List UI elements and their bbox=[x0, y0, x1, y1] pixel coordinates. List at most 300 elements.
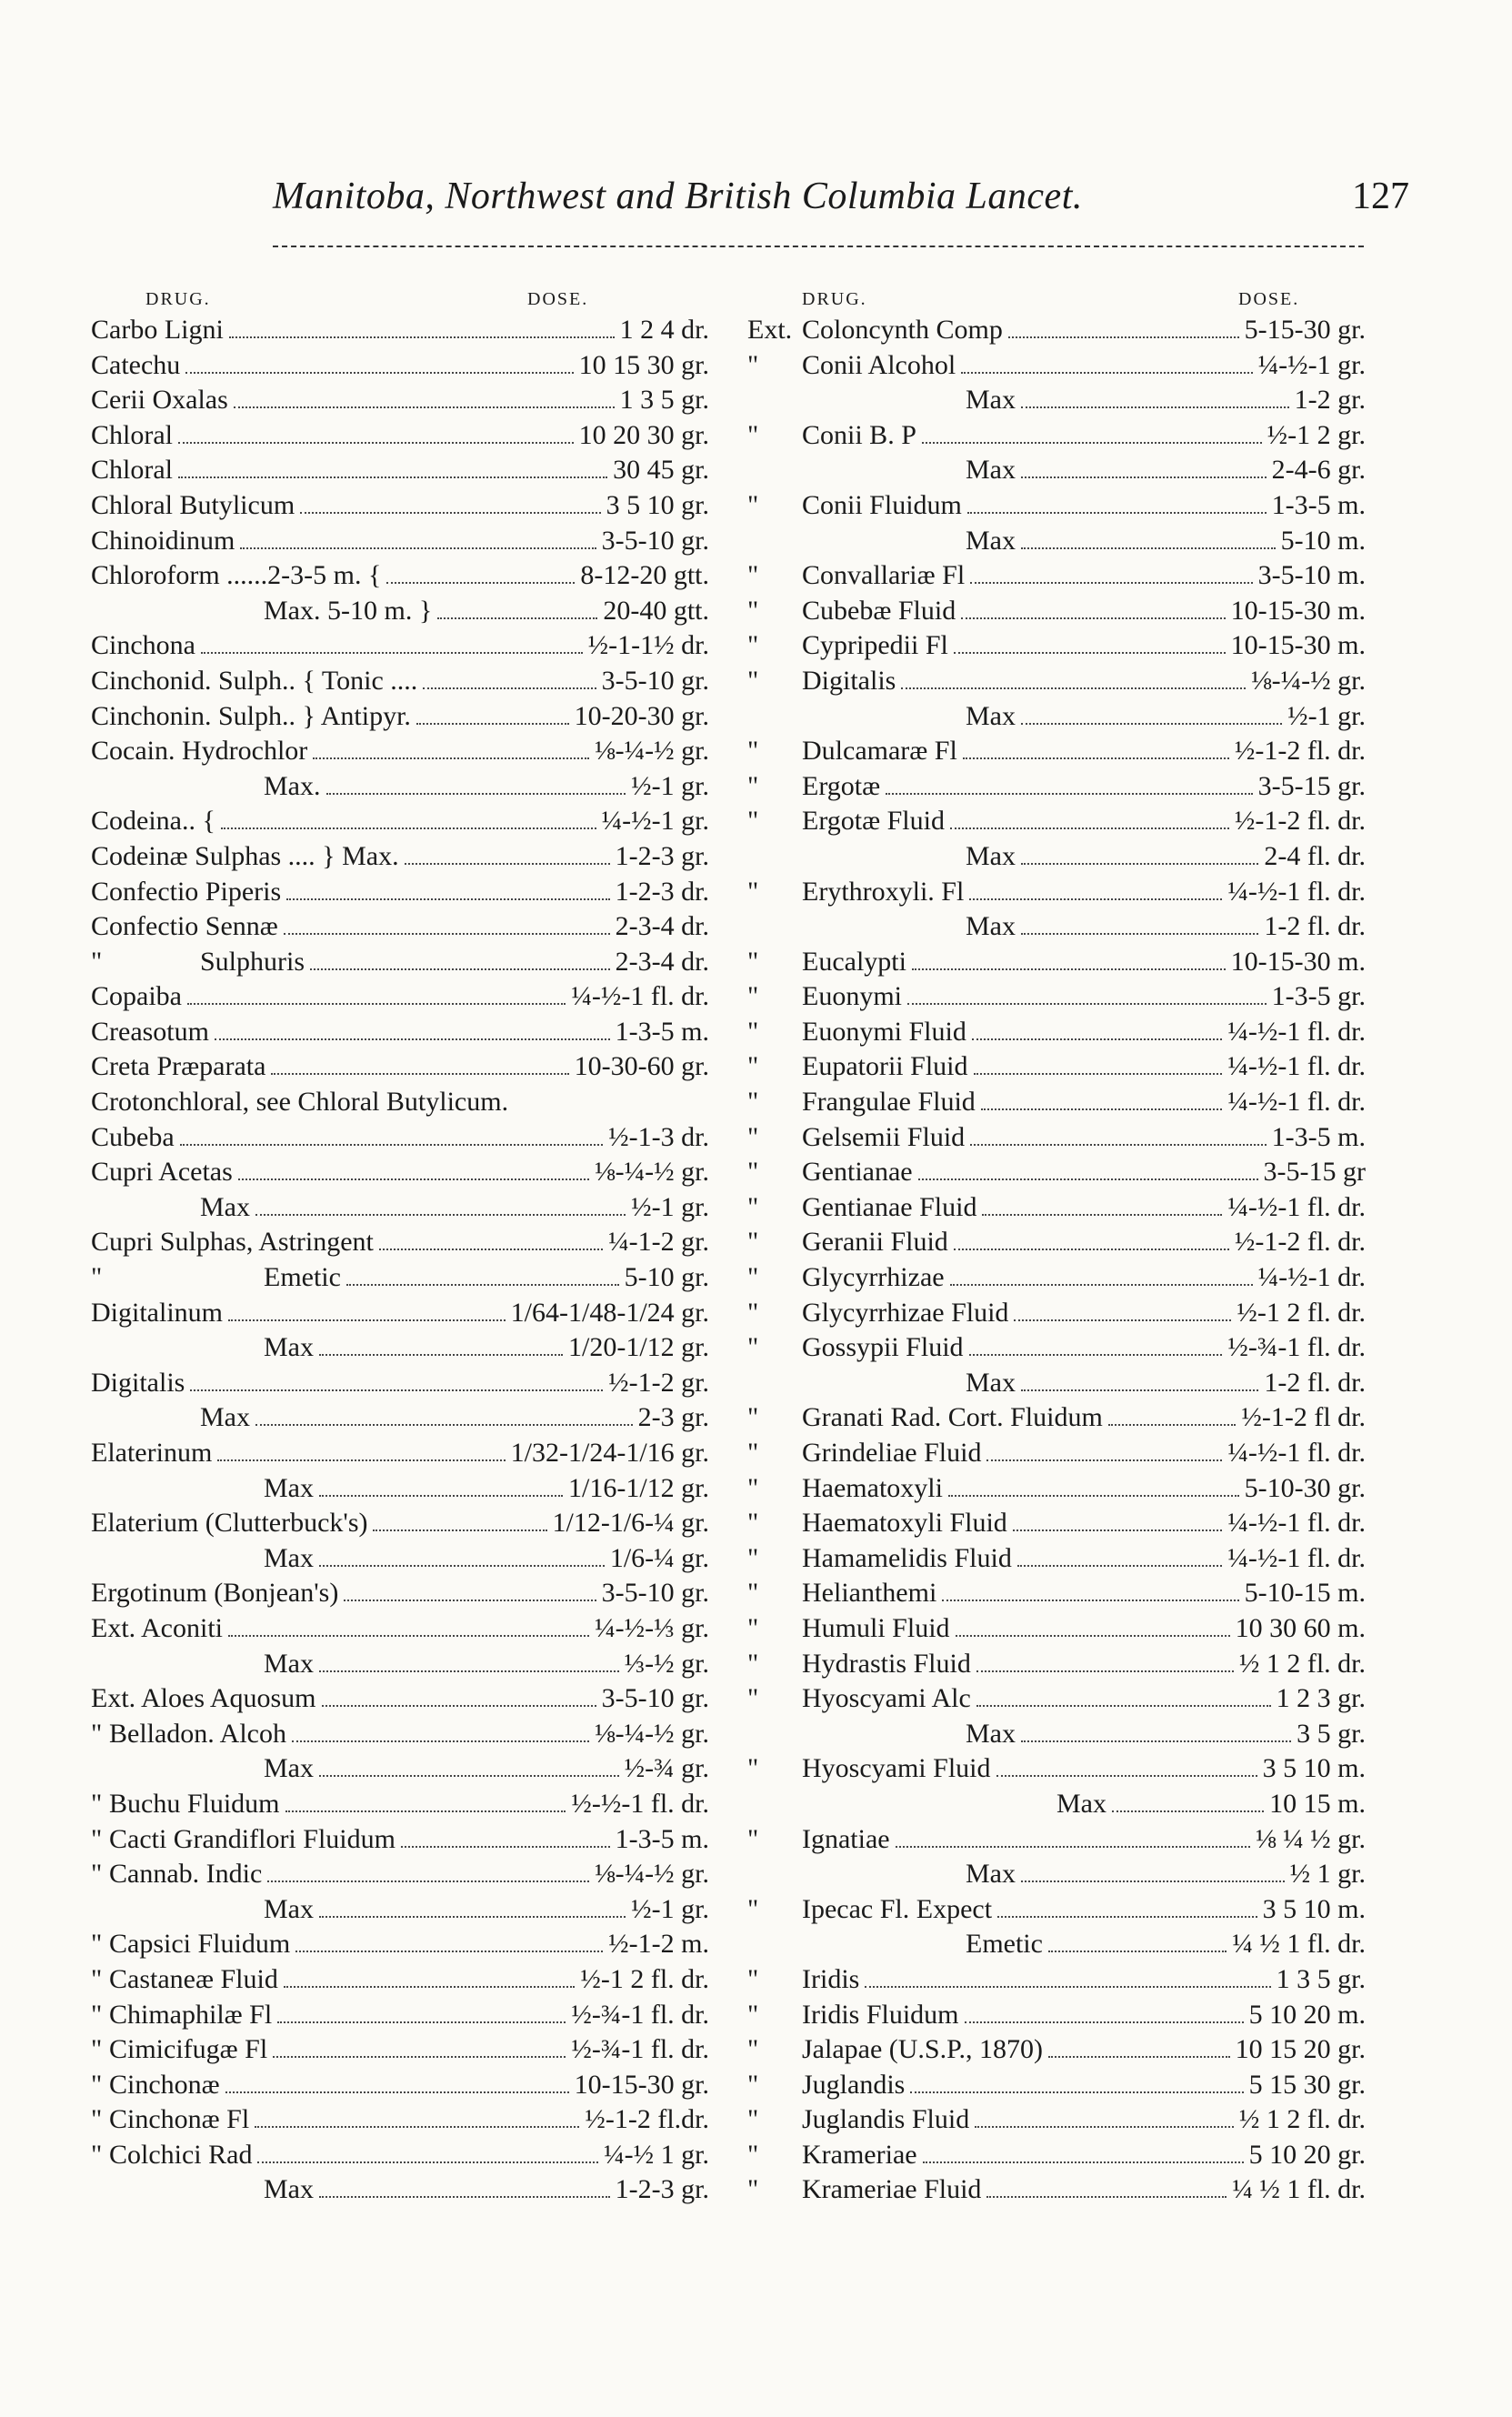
dose-column-label: DOSE. bbox=[527, 289, 589, 309]
drug-name: Hyoscyami Fluid bbox=[802, 1753, 991, 1784]
dose-value: 10-30-60 gr. bbox=[574, 1051, 709, 1082]
drug-name: Ignatiae bbox=[802, 1823, 890, 1854]
ditto-mark: " bbox=[747, 806, 759, 837]
table-row bbox=[91, 1190, 709, 1226]
table-row bbox=[747, 1751, 1366, 1787]
drug-name: Chimaphilæ Fl bbox=[109, 1999, 273, 2030]
dose-value: 1 2 4 dr. bbox=[619, 315, 709, 345]
leader-dots bbox=[295, 1951, 603, 1952]
table-row bbox=[91, 1611, 709, 1647]
leader-dots bbox=[187, 1003, 566, 1005]
leader-dots bbox=[1021, 1389, 1258, 1391]
leader-dots bbox=[1021, 476, 1267, 478]
leader-dots bbox=[401, 1846, 610, 1848]
table-row bbox=[747, 1330, 1366, 1366]
table-row bbox=[747, 2068, 1366, 2103]
leader-dots bbox=[217, 1459, 505, 1461]
dose-value: ½ 1 gr. bbox=[1289, 1859, 1366, 1890]
dose-value: 1-2-3 gr. bbox=[615, 2174, 709, 2205]
dose-value: 5 10 20 m. bbox=[1248, 1999, 1366, 2030]
leader-dots bbox=[981, 1108, 1223, 1110]
drug-name: Max bbox=[966, 840, 1016, 871]
dose-value: ½-1-2 fl dr. bbox=[1241, 1402, 1366, 1433]
drug-name: Max bbox=[966, 911, 1016, 942]
drug-name: Max bbox=[264, 1542, 314, 1573]
ditto-mark: " bbox=[747, 665, 759, 696]
table-row bbox=[747, 699, 1366, 735]
leader-dots bbox=[972, 1038, 1223, 1040]
table-row bbox=[747, 1015, 1366, 1050]
leader-dots bbox=[255, 1214, 626, 1216]
page-header bbox=[273, 175, 1409, 229]
ditto-mark: " bbox=[747, 1999, 759, 2030]
table-row bbox=[91, 418, 709, 454]
leader-dots bbox=[255, 2126, 579, 2128]
leader-dots bbox=[956, 1635, 1230, 1637]
table-row bbox=[91, 1892, 709, 1928]
leader-dots bbox=[185, 372, 573, 374]
leader-dots bbox=[257, 2161, 598, 2163]
dose-value: 1-3-5 m. bbox=[615, 1016, 709, 1047]
drug-name: Granati Rad. Cort. Fluidum bbox=[802, 1402, 1103, 1433]
ditto-mark: " bbox=[91, 2139, 103, 2170]
table-row bbox=[91, 1787, 709, 1822]
dose-value: 2-4 fl. dr. bbox=[1264, 840, 1366, 871]
leader-dots bbox=[286, 898, 610, 900]
table-row bbox=[747, 1611, 1366, 1647]
ditto-mark: " bbox=[747, 1332, 759, 1363]
leader-dots bbox=[1108, 1424, 1237, 1426]
drug-name: Max. bbox=[264, 770, 321, 801]
table-row bbox=[747, 1225, 1366, 1260]
dose-value: ½-1 gr. bbox=[1287, 700, 1366, 731]
leader-dots bbox=[277, 2021, 566, 2023]
drug-name: Max bbox=[966, 525, 1016, 556]
drug-name: Ext. Aloes Aquosum bbox=[91, 1683, 316, 1714]
table-row bbox=[747, 383, 1366, 418]
leader-dots bbox=[1021, 863, 1258, 865]
drug-name: Euonymi bbox=[802, 981, 902, 1012]
dose-value: ¼-½-1 fl. dr. bbox=[1227, 1191, 1366, 1222]
dose-value: 10 30 60 m. bbox=[1235, 1612, 1366, 1643]
dose-value: 1 3 5 gr. bbox=[1276, 1963, 1366, 1994]
ditto-mark: " bbox=[747, 1578, 759, 1609]
dose-value: ¼-½-1 fl. dr. bbox=[1227, 1087, 1366, 1118]
dose-value: 10-15-30 m. bbox=[1230, 595, 1366, 626]
drug-name: Max bbox=[966, 1367, 1016, 1398]
dose-value: ½-1 gr. bbox=[631, 770, 709, 801]
table-row bbox=[747, 1366, 1366, 1401]
table-row bbox=[91, 1998, 709, 2033]
drug-name: Codeina.. { bbox=[91, 806, 215, 837]
leader-dots bbox=[996, 1775, 1257, 1777]
ditto-mark: " bbox=[91, 2034, 103, 2065]
leader-dots bbox=[319, 1670, 619, 1672]
table-row bbox=[91, 2102, 709, 2138]
leader-dots bbox=[437, 617, 597, 619]
leader-dots bbox=[950, 827, 1229, 829]
table-row bbox=[91, 1400, 709, 1436]
leader-dots bbox=[976, 1705, 1271, 1707]
dose-value: ½-¾ gr. bbox=[624, 1753, 709, 1784]
drug-name: Max bbox=[966, 700, 1016, 731]
drug-name: Cacti Grandiflori Fluidum bbox=[109, 1823, 396, 1854]
dose-value: ½-1 2 gr. bbox=[1267, 419, 1366, 450]
dose-value: 1-3-5 gr. bbox=[1271, 981, 1366, 1012]
leader-dots bbox=[970, 1144, 1267, 1146]
drug-name: Digitalis bbox=[91, 1367, 185, 1398]
ditto-mark: " bbox=[747, 2034, 759, 2065]
ditto-mark: " bbox=[747, 1612, 759, 1643]
leader-dots bbox=[907, 1003, 1267, 1005]
dose-value: ½-1-2 fl. dr. bbox=[1234, 1227, 1366, 1258]
ditto-mark: " bbox=[747, 1262, 759, 1293]
dose-value: 10 15 m. bbox=[1269, 1788, 1366, 1819]
leader-dots bbox=[954, 652, 1226, 654]
leader-dots bbox=[373, 1529, 546, 1531]
leader-dots bbox=[942, 1600, 1238, 1601]
dose-value: 1-2-3 gr. bbox=[615, 840, 709, 871]
ditto-mark: " bbox=[747, 2174, 759, 2205]
table-row bbox=[91, 628, 709, 664]
leader-dots bbox=[238, 1178, 589, 1180]
table-row bbox=[91, 2032, 709, 2068]
dose-value: 1-2 fl. dr. bbox=[1264, 911, 1366, 942]
leader-dots bbox=[319, 1775, 619, 1777]
drug-name: Glycyrrhizae Fluid bbox=[802, 1297, 1009, 1328]
ditto-mark: " bbox=[747, 1753, 759, 1784]
table-row bbox=[747, 1857, 1366, 1892]
table-row bbox=[91, 1296, 709, 1331]
drug-name: Max bbox=[264, 1472, 314, 1503]
drug-name: Conii Fluidum bbox=[802, 489, 962, 520]
dose-value: 2-3-4 dr. bbox=[615, 911, 709, 942]
dose-value: 3 5 10 gr. bbox=[606, 489, 709, 520]
drug-name: Emetic bbox=[966, 1929, 1043, 1960]
table-row bbox=[91, 875, 709, 910]
dose-value: ¼-½-1 fl. dr. bbox=[1227, 1051, 1366, 1082]
dose-value: 1/6-¼ gr. bbox=[609, 1542, 709, 1573]
table-row bbox=[747, 524, 1366, 559]
leader-dots bbox=[923, 2161, 1244, 2163]
ditto-mark: " bbox=[747, 1297, 759, 1328]
table-row bbox=[747, 1190, 1366, 1226]
drug-name: Confectio Sennæ bbox=[91, 911, 278, 942]
dose-value: ¼-½-1 gr. bbox=[1257, 349, 1366, 380]
drug-name: Max bbox=[200, 1191, 250, 1222]
ditto-mark: " bbox=[747, 630, 759, 661]
table-row bbox=[91, 1927, 709, 1962]
leader-dots bbox=[918, 1178, 1258, 1180]
dose-value: 20-40 gtt. bbox=[603, 595, 709, 626]
dose-value: 10-15-30 m. bbox=[1230, 630, 1366, 661]
leader-dots bbox=[896, 1846, 1251, 1848]
dose-value: ¼-½-1 fl. dr. bbox=[1227, 1542, 1366, 1573]
dose-value: ½ 1 2 fl. dr. bbox=[1238, 1648, 1366, 1679]
leader-dots bbox=[271, 1073, 568, 1075]
dose-value: 2-3 gr. bbox=[637, 1402, 709, 1433]
drug-name: Ext. Aconiti bbox=[91, 1612, 223, 1643]
ditto-mark: " bbox=[747, 349, 759, 380]
dose-value: 5-10 m. bbox=[1280, 525, 1366, 556]
drug-name: Krameriae bbox=[802, 2139, 917, 2170]
drug-name: Chloroform ......2-3-5 m. { bbox=[91, 560, 382, 591]
dose-value: 5-10 gr. bbox=[624, 1262, 709, 1293]
dose-value: ⅛-¼-½ gr. bbox=[595, 1859, 709, 1890]
table-row bbox=[91, 839, 709, 875]
drug-name: Digitalis bbox=[802, 665, 896, 696]
leader-dots bbox=[178, 442, 574, 444]
table-row bbox=[747, 418, 1366, 454]
ditto-mark: " bbox=[747, 419, 759, 450]
table-row bbox=[747, 558, 1366, 594]
leader-dots bbox=[322, 1705, 596, 1707]
dose-value: 5 15 30 gr. bbox=[1248, 2069, 1366, 2100]
table-row bbox=[747, 1120, 1366, 1156]
leader-dots bbox=[273, 2056, 566, 2058]
ditto-mark: " bbox=[747, 946, 759, 977]
table-row bbox=[91, 313, 709, 348]
dose-value: ½-1-3 dr. bbox=[608, 1121, 709, 1152]
table-row bbox=[747, 1681, 1366, 1717]
dose-value: ¼-½-1 fl. dr. bbox=[1227, 1508, 1366, 1539]
leader-dots bbox=[948, 1495, 1239, 1497]
table-row bbox=[91, 1225, 709, 1260]
drug-name: Max bbox=[200, 1402, 250, 1433]
leader-dots bbox=[1021, 547, 1276, 549]
drug-name: Convallariæ Fl bbox=[802, 560, 966, 591]
leader-dots bbox=[201, 652, 583, 654]
drug-name: Cinchona bbox=[91, 630, 195, 661]
leader-dots bbox=[1021, 406, 1289, 408]
table-row bbox=[747, 1647, 1366, 1682]
dose-column-label: DOSE. bbox=[1238, 289, 1300, 309]
column-header bbox=[91, 282, 709, 313]
table-row bbox=[747, 1085, 1366, 1120]
leader-dots bbox=[346, 1284, 619, 1286]
leader-dots bbox=[1008, 336, 1239, 338]
drug-name: Max bbox=[966, 1718, 1016, 1749]
drug-name: Cinchonæ bbox=[109, 2069, 220, 2100]
leader-dots bbox=[344, 1600, 596, 1601]
ditto-mark: " bbox=[747, 1683, 759, 1714]
table-row bbox=[91, 1366, 709, 1401]
drug-name: Capsici Fluidum bbox=[109, 1929, 291, 1960]
leader-dots bbox=[300, 512, 601, 514]
dose-value: 1/20-1/12 gr. bbox=[568, 1332, 709, 1363]
table-row bbox=[91, 734, 709, 769]
table-row bbox=[747, 909, 1366, 945]
ditto-mark: " bbox=[747, 876, 759, 907]
leader-dots bbox=[405, 863, 610, 865]
ditto-mark: " bbox=[747, 1472, 759, 1503]
leader-dots bbox=[319, 1565, 605, 1567]
drug-name: Sulphuris bbox=[200, 946, 305, 977]
leader-dots bbox=[1021, 1740, 1291, 1742]
leader-dots bbox=[986, 2196, 1227, 2198]
leader-dots bbox=[221, 827, 596, 829]
dose-value: 3-5-10 gr. bbox=[601, 1578, 709, 1609]
leader-dots bbox=[963, 757, 1229, 759]
table-row bbox=[747, 1998, 1366, 2033]
leader-dots bbox=[950, 1284, 1253, 1286]
drug-name: Humuli Fluid bbox=[802, 1612, 950, 1643]
dose-value: ¼-½-1 gr. bbox=[601, 806, 709, 837]
drug-name: Chinoidinum bbox=[91, 525, 235, 556]
drug-name: Max bbox=[264, 2174, 314, 2205]
leader-dots bbox=[1013, 1529, 1223, 1531]
drug-name: Emetic bbox=[264, 1262, 341, 1293]
drug-name: Creta Præparata bbox=[91, 1051, 266, 1082]
drug-name: Chloral Butylicum bbox=[91, 489, 295, 520]
dose-value: ½ 1 2 fl. dr. bbox=[1238, 2104, 1366, 2135]
table-row bbox=[91, 979, 709, 1015]
table-row bbox=[91, 1260, 709, 1296]
dose-value: ⅛-¼-½ gr. bbox=[595, 1718, 709, 1749]
leader-dots bbox=[423, 687, 596, 689]
dose-value: ⅛-¼-½ gr. bbox=[1251, 665, 1366, 696]
leader-dots bbox=[326, 793, 626, 795]
drug-name: Max bbox=[264, 1332, 314, 1363]
dose-value: ½-1-2 m. bbox=[608, 1929, 709, 1960]
table-row bbox=[747, 1155, 1366, 1190]
leader-dots bbox=[1021, 723, 1282, 725]
ditto-mark: " bbox=[747, 1648, 759, 1679]
leader-dots bbox=[865, 1986, 1270, 1988]
table-row bbox=[747, 1576, 1366, 1611]
ditto-mark: " bbox=[747, 560, 759, 591]
ditto-mark: " bbox=[91, 1823, 103, 1854]
drug-name: Ergotinum (Bonjean's) bbox=[91, 1578, 339, 1609]
table-row bbox=[747, 2102, 1366, 2138]
dose-value: ⅛-¼-½ gr. bbox=[595, 1157, 709, 1188]
table-row bbox=[91, 1015, 709, 1050]
dose-value: ½-¾-1 fl. dr. bbox=[1227, 1332, 1366, 1363]
drug-name: Elaterium (Clutterbuck's) bbox=[91, 1508, 368, 1539]
drug-name: Castaneæ Fluid bbox=[109, 1963, 278, 1994]
table-row bbox=[747, 1436, 1366, 1471]
drug-name: Iridis Fluidum bbox=[802, 1999, 959, 2030]
leader-dots bbox=[313, 757, 589, 759]
leader-dots bbox=[229, 336, 615, 338]
drug-name: Copaiba bbox=[91, 981, 182, 1012]
table-row bbox=[91, 524, 709, 559]
table-row bbox=[91, 1647, 709, 1682]
dose-value: 1/64-1/48-1/24 gr. bbox=[510, 1297, 709, 1328]
leader-dots bbox=[240, 547, 596, 549]
dose-value: ½-1 gr. bbox=[631, 1191, 709, 1222]
table-row bbox=[747, 979, 1366, 1015]
ditto-mark: " bbox=[747, 1051, 759, 1082]
dose-value: ¼-½-1 fl. dr. bbox=[1227, 876, 1366, 907]
table-row bbox=[747, 1892, 1366, 1928]
dose-value: 10-15-30 gr. bbox=[574, 2069, 709, 2100]
dose-value: ⅛ ¼ ½ gr. bbox=[1256, 1823, 1366, 1854]
leader-dots bbox=[976, 1670, 1234, 1672]
dose-value: 3 5 10 m. bbox=[1262, 1893, 1366, 1924]
ditto-mark: " bbox=[747, 2139, 759, 2170]
drug-name: Hamamelidis Fluid bbox=[802, 1542, 1012, 1573]
leader-dots bbox=[922, 442, 1262, 444]
leader-dots bbox=[967, 512, 1267, 514]
dose-value: ½-1-2 fl. dr. bbox=[1234, 806, 1366, 837]
dose-value: 2-3-4 dr. bbox=[615, 946, 709, 977]
table-row bbox=[91, 909, 709, 945]
table-row bbox=[91, 1576, 709, 1611]
drug-name: Cerii Oxalas bbox=[91, 385, 228, 416]
leader-dots bbox=[969, 898, 1222, 900]
table-row bbox=[747, 1471, 1366, 1507]
drug-name: Coloncynth Comp bbox=[802, 315, 1003, 345]
dose-value: 3-5-10 m. bbox=[1257, 560, 1366, 591]
leader-dots bbox=[974, 1073, 1223, 1075]
drug-name: Crotonchloral, see Chloral Butylicum. bbox=[91, 1087, 509, 1118]
leader-dots bbox=[228, 1635, 589, 1637]
leader-dots bbox=[255, 1424, 633, 1426]
drug-name: Chloral bbox=[91, 455, 173, 486]
drug-name: Eucalypti bbox=[802, 946, 906, 977]
drug-name: Cupri Sulphas, Astringent bbox=[91, 1227, 374, 1258]
dose-value: 3-5-10 gr. bbox=[601, 1683, 709, 1714]
table-row bbox=[91, 383, 709, 418]
leader-dots bbox=[228, 1319, 506, 1321]
table-row bbox=[747, 1049, 1366, 1085]
leader-dots bbox=[961, 372, 1252, 374]
drug-name: Ergotæ bbox=[802, 770, 881, 801]
dose-value: ¼ ½ 1 fl. dr. bbox=[1232, 1929, 1366, 1960]
drug-name: Max bbox=[966, 385, 1016, 416]
drug-name: Gossypii Fluid bbox=[802, 1332, 964, 1363]
drug-name: Cannab. Indic bbox=[109, 1859, 263, 1890]
ditto-mark: " bbox=[91, 2069, 103, 2100]
leader-dots bbox=[997, 1916, 1257, 1918]
table-row bbox=[747, 769, 1366, 805]
leader-dots bbox=[292, 1740, 589, 1742]
table-row bbox=[747, 945, 1366, 980]
dose-value: 10 15 20 gr. bbox=[1235, 2034, 1366, 2065]
drug-name: Cimicifugæ Fl bbox=[109, 2034, 268, 2065]
dose-value: 10-15-30 m. bbox=[1230, 946, 1366, 977]
dose-value: 3-5-15 gr. bbox=[1257, 770, 1366, 801]
table-row bbox=[747, 664, 1366, 699]
table-row bbox=[91, 1120, 709, 1156]
dose-value: ½-1 2 fl. dr. bbox=[580, 1963, 709, 1994]
table-row bbox=[747, 488, 1366, 524]
drug-name: Ipecac Fl. Expect bbox=[802, 1893, 993, 1924]
table-row bbox=[91, 1049, 709, 1085]
leader-dots bbox=[416, 723, 569, 725]
dose-value: ½-1-2 gr. bbox=[608, 1367, 709, 1398]
drug-name: Confectio Piperis bbox=[91, 876, 282, 907]
dose-value: 1 3 5 gr. bbox=[619, 385, 709, 416]
drug-name: Eupatorii Fluid bbox=[802, 1051, 968, 1082]
drug-name: Haematoxyli Fluid bbox=[802, 1508, 1007, 1539]
dose-value: 1-2-3 dr. bbox=[615, 876, 709, 907]
drug-name: Hyoscyami Alc bbox=[802, 1683, 971, 1714]
table-row bbox=[91, 1155, 709, 1190]
leader-dots bbox=[1048, 2056, 1230, 2058]
leader-dots bbox=[285, 1810, 566, 1812]
ditto-mark: " bbox=[747, 736, 759, 767]
ditto-mark: " bbox=[747, 1508, 759, 1539]
ditto-mark: " bbox=[91, 2104, 103, 2135]
dose-value: ¼-1-2 gr. bbox=[608, 1227, 709, 1258]
drug-name: Codeinæ Sulphas .... } Max. bbox=[91, 840, 399, 871]
ditto-mark: " bbox=[91, 1262, 103, 1293]
table-row bbox=[91, 2068, 709, 2103]
leader-dots bbox=[910, 2091, 1243, 2093]
table-row bbox=[747, 1717, 1366, 1752]
